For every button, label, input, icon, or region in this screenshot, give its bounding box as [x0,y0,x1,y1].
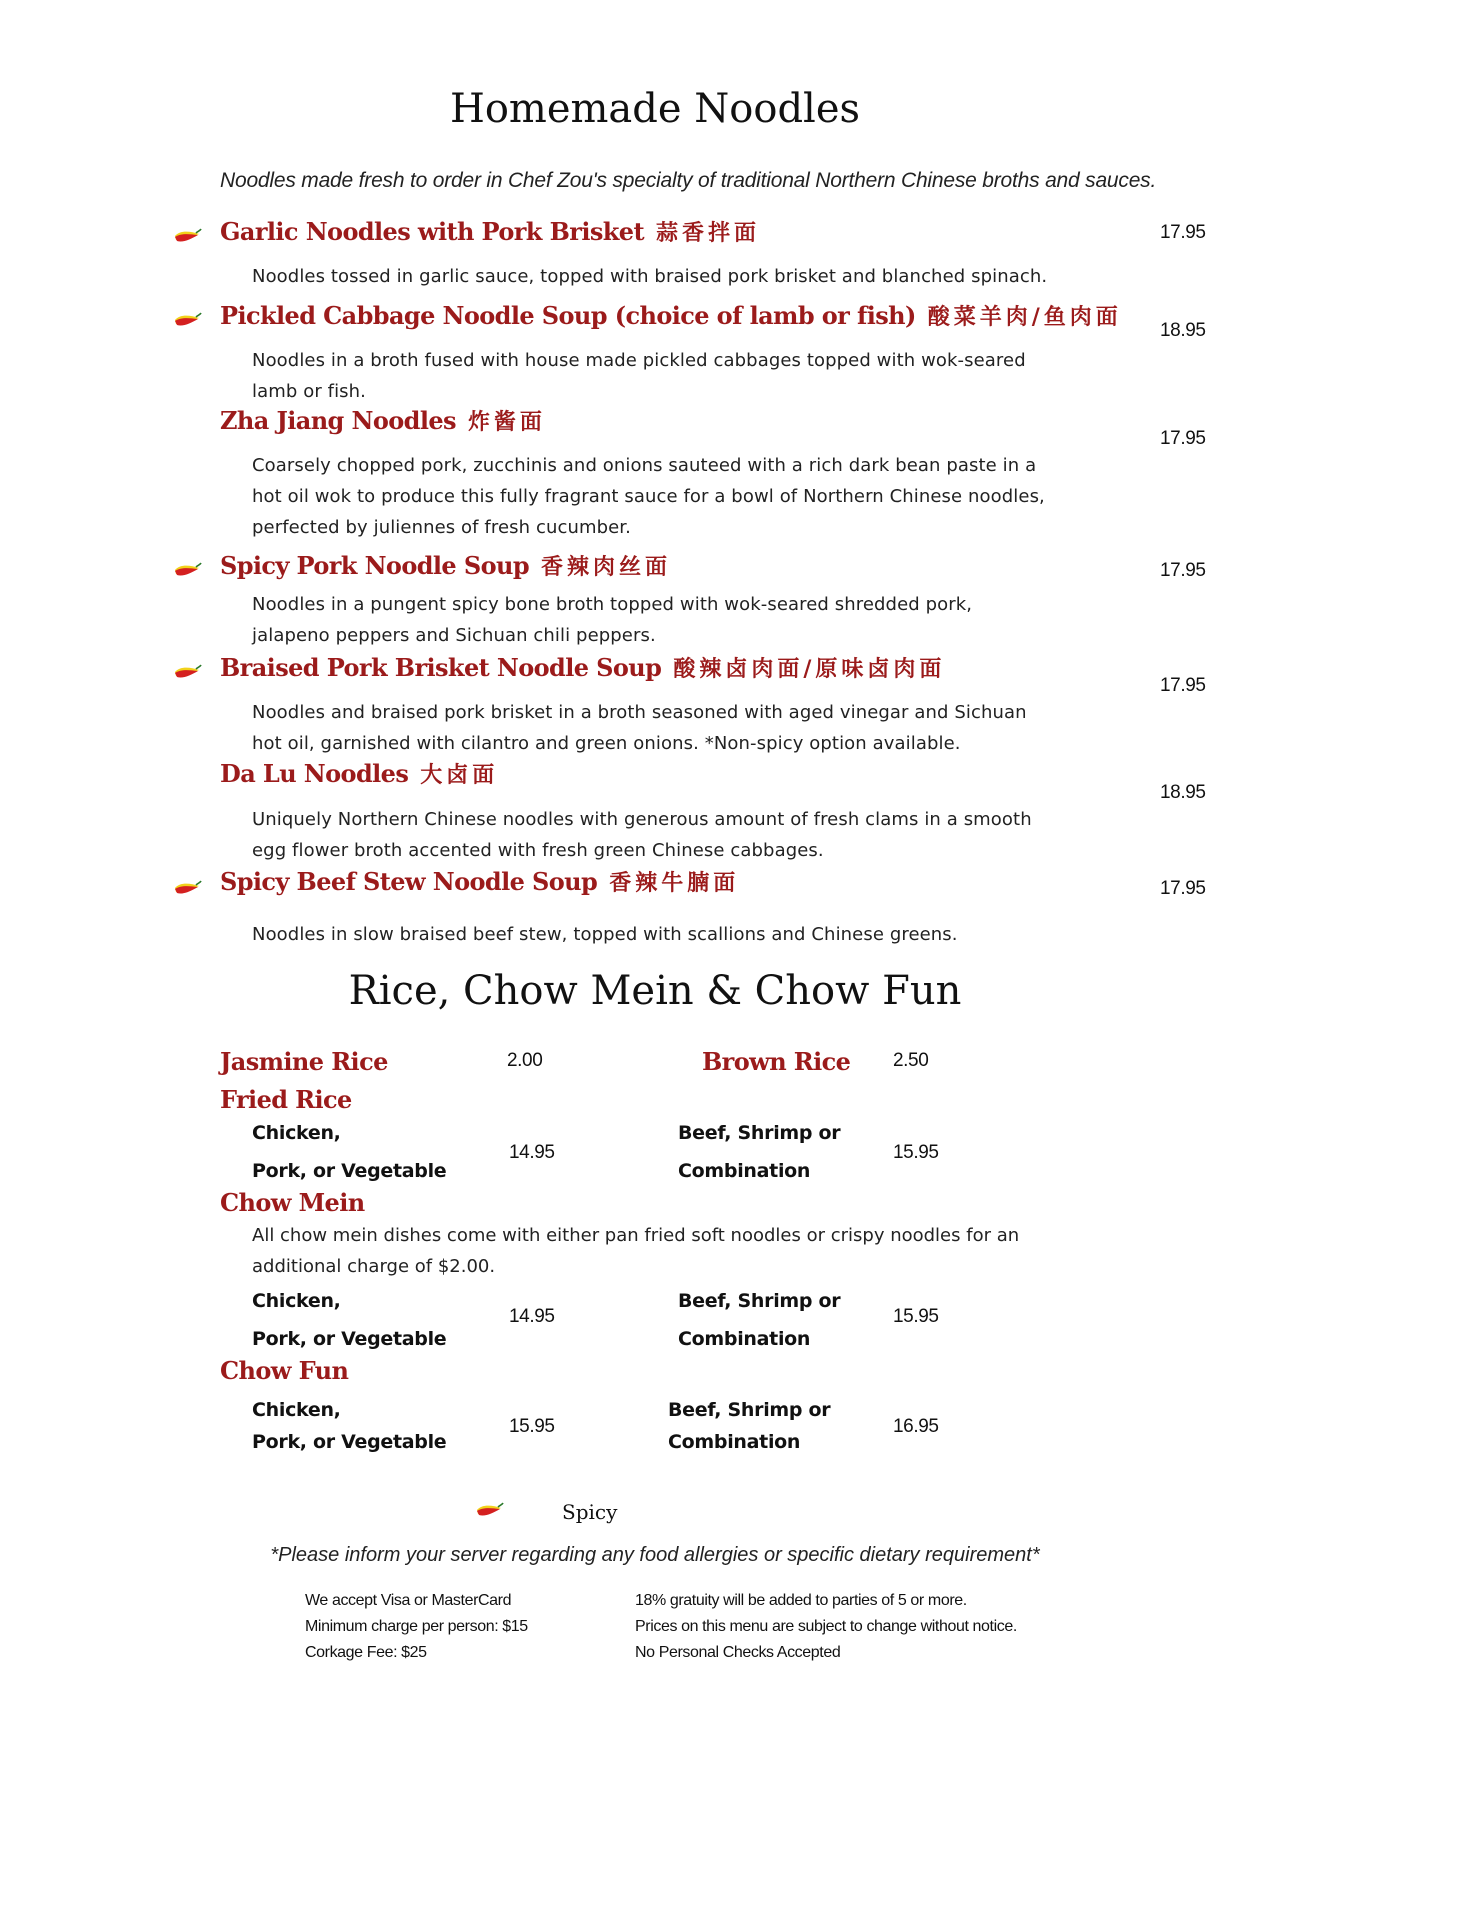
chow-fun-heading: Chow Fun [220,1356,349,1385]
fried-rice-heading: Fried Rice [220,1085,352,1114]
chow-mein-option-beef-shrimp: Beef, Shrimp or Combination [678,1290,841,1350]
menu-item-price: 17.95 [1160,878,1206,899]
chow-mein-heading: Chow Mein [220,1188,365,1217]
allergy-note: *Please inform your server regarding any food allergies or specific dietary requirement* [270,1544,1040,1566]
chow-mein-price-2: 15.95 [893,1306,939,1327]
noodles-intro: Noodles made fresh to order in Chef Zou's specialty of traditional Northern Chinese broths and sauces. [220,169,1157,192]
menu-item-description: Noodles in a pungent spicy bone broth topped with wok-seared shredded pork, jalapeno peppers and Sichuan chili peppers. [252,594,973,646]
chili-pepper-icon [172,880,202,898]
menu-item-name: Da Lu Noodles 大卤面 [220,759,499,788]
menu-item-name: Spicy Pork Noodle Soup 香辣肉丝面 [220,551,672,580]
menu-item-name: Spicy Beef Stew Noodle Soup 香辣牛腩面 [220,867,740,896]
chili-pepper-icon [172,664,202,682]
jasmine-rice-name: Jasmine Rice [220,1047,388,1076]
chow-fun-option-poultry-veg: Chicken, Pork, or Vegetable [252,1399,447,1453]
footer-line: Corkage Fee: $25 [305,1644,427,1661]
menu-item-price: 17.95 [1160,222,1206,243]
footer-line: We accept Visa or MasterCard [305,1592,512,1609]
chow-fun-price-2: 16.95 [893,1416,939,1437]
menu-item-name: Braised Pork Brisket Noodle Soup 酸辣卤肉面/原味卤肉面 [220,653,946,682]
brown-rice-name: Brown Rice [702,1047,851,1076]
chow-fun-option-beef-shrimp: Beef, Shrimp or Combination [668,1399,831,1453]
noodles-section-title: Homemade Noodles [449,86,861,132]
footer-line: No Personal Checks Accepted [635,1644,841,1661]
spicy-legend-label: Spicy [562,1500,618,1524]
chili-pepper-icon [172,228,202,246]
chow-mein-price-1: 14.95 [509,1306,555,1327]
chow-mein-option-poultry-veg: Chicken, Pork, or Vegetable [252,1290,447,1350]
fried-rice-option-poultry-veg: Chicken, Pork, or Vegetable [252,1122,447,1182]
brown-rice-price: 2.50 [893,1050,929,1071]
footer-right [635,1588,1017,1666]
menu-item-name: Pickled Cabbage Noodle Soup (choice of lamb or fish) 酸菜羊肉/鱼肉面 [220,301,1122,330]
menu-item-price: 18.95 [1160,320,1206,341]
fried-rice-option-beef-shrimp: Beef, Shrimp or Combination [678,1122,841,1182]
chili-pepper-icon [172,312,202,330]
menu-item-description: Noodles tossed in garlic sauce, topped with braised pork brisket and blanched spinach. [252,266,1048,287]
menu-item-price: 17.95 [1160,675,1206,696]
menu-item-price: 17.95 [1160,560,1206,581]
menu-item-description: Noodles and braised pork brisket in a broth seasoned with aged vinegar and Sichuan hot oil, garnished with cilantro and green onions. *Non-spicy option available. [252,702,1027,754]
menu-item-name: Zha Jiang Noodles 炸酱面 [220,406,546,435]
menu-item-price: 18.95 [1160,782,1206,803]
rice-section-title: Rice, Chow Mein & Chow Fun [348,968,962,1014]
menu-item-name: Garlic Noodles with Pork Brisket 蒜香拌面 [220,217,760,246]
chili-pepper-icon [172,562,202,580]
footer-left [305,1588,528,1666]
menu-item-description: Noodles in a broth fused with house made pickled cabbages topped with wok-seared lamb or fish. [252,350,1026,402]
fried-rice-price-1: 14.95 [509,1142,555,1163]
fried-rice-price-2: 15.95 [893,1142,939,1163]
jasmine-rice-price: 2.00 [507,1050,543,1071]
footer-line: 18% gratuity will be added to parties of 5 or more. [635,1592,967,1609]
menu-item-description: Uniquely Northern Chinese noodles with generous amount of fresh clams in a smooth egg flower broth accented with fresh green Chinese cabbages. [252,809,1032,861]
menu-item-price: 17.95 [1160,428,1206,449]
footer-line: Minimum charge per person: $15 [305,1618,528,1635]
menu-item-description: Coarsely chopped pork, zucchinis and onions sauteed with a rich dark bean paste in a hot oil wok to produce this fully fragrant sauce for a bowl of Northern Chinese noodles, perfected by juliennes of fresh cucumber. [252,455,1045,538]
footer-line: Prices on this menu are subject to change without notice. [635,1618,1017,1635]
menu-item-description: Noodles in slow braised beef stew, topped with scallions and Chinese greens. [252,924,958,945]
chow-fun-price-1: 15.95 [509,1416,555,1437]
chili-pepper-icon [474,1502,504,1520]
chow-mein-note: All chow mein dishes come with either pan fried soft noodles or crispy noodles for an additional charge of $2.00. [252,1225,1020,1277]
